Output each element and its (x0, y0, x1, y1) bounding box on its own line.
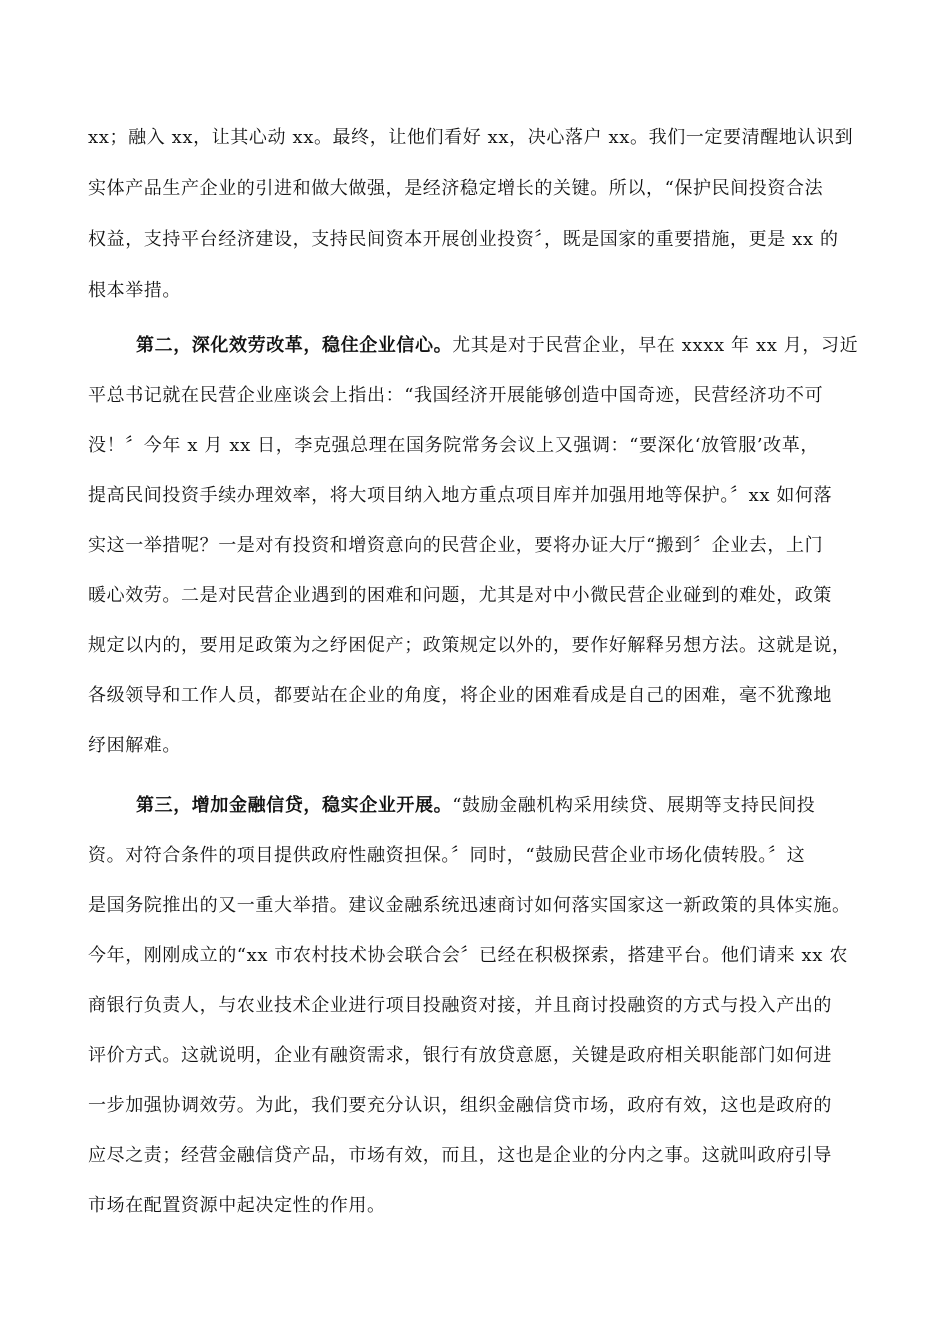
text-line: 平总书记就在民营企业座谈会上指出：“我国经济开展能够创造中国奇迹，民营经济功不可 (88, 385, 824, 406)
text-line: 今年，刚刚成立的“xx 市农村技术协会联合会〞已经在积极探索，搭建平台。他们请来 xx 农 (88, 945, 848, 966)
text-line-first (136, 790, 815, 822)
text-line: 提高民间投资手续办理效率，将大项目纳入地方重点项目库并加强用地等保护。〞xx 如何落 (88, 485, 833, 506)
text-line: 评价方式。这就说明，企业有融资需求，银行有放贷意愿，关键是政府相关职能部门如何进 (88, 1045, 832, 1066)
text-line: 实这一举措呢？一是对有投资和增资意向的民营企业，要将办证大厅“搬到〞企业去，上门 (88, 535, 824, 556)
text-line: 商银行负责人，与农业技术企业进行项目投融资对接，并且商讨投融资的方式与投入产出的 (88, 995, 832, 1016)
text-line: 暖心效劳。二是对民营企业遇到的困难和问题，尤其是对中小微民营企业碰到的难处，政策 (88, 585, 832, 606)
text-line: 资。对符合条件的项目提供政府性融资担保。〞同时，“鼓励民营企业市场化债转股。〞这 (88, 845, 806, 866)
text-line: 是国务院推出的又一重大举措。建议金融系统迅速商讨如何落实国家这一新政策的具体实施。 (88, 895, 851, 916)
text-line: 应尽之责；经营金融信贷产品，市场有效，而且，这也是企业的分内之事。这就叫政府引导 (88, 1145, 832, 1166)
first-line-text: 尤其是对于民营企业，早在 xxxx 年 xx 月，习近 (452, 335, 859, 356)
text-line: 根本举措。 (88, 280, 181, 301)
first-line-text: “鼓励金融机构采用续贷、展期等支持民间投 (452, 795, 816, 816)
text-line: 实体产品生产企业的引进和做大做强，是经济稳定增长的关键。所以，“保护民间投资合法 (88, 178, 824, 199)
text-line: 纾困解难。 (88, 735, 181, 756)
text-line: 规定以内的，要用足政策为之纾困促产；政策规定以外的，要作好解释另想方法。这就是说， (88, 635, 851, 656)
text-line: 各级领导和工作人员，都要站在企业的角度，将企业的困难看成是自己的困难，毫不犹豫地 (88, 685, 832, 706)
text-line: 一步加强协调效劳。为此，我们要充分认识，组织金融信贷市场，政府有效，这也是政府的 (88, 1095, 832, 1116)
text-line: 没！〞今年 x 月 xx 日，李克强总理在国务院常务会议上又强调：“要深化‘放管服’改革， (88, 435, 819, 456)
text-line-first (136, 330, 858, 362)
text-line: xx；融入 xx，让其心动 xx。最终，让他们看好 xx，决心落户 xx。我们一定要清醒地认识到 (88, 127, 854, 148)
text-line: 市场在配置资源中起决定性的作用。 (88, 1195, 386, 1216)
section-heading: 第二，深化效劳改革，稳住企业信心。 (136, 335, 453, 356)
text-line: 权益，支持平台经济建设，支持民间资本开展创业投资〞，既是国家的重要措施，更是 xx 的 (88, 229, 839, 250)
section-heading: 第三，增加金融信贷，稳实企业开展。 (136, 795, 453, 816)
